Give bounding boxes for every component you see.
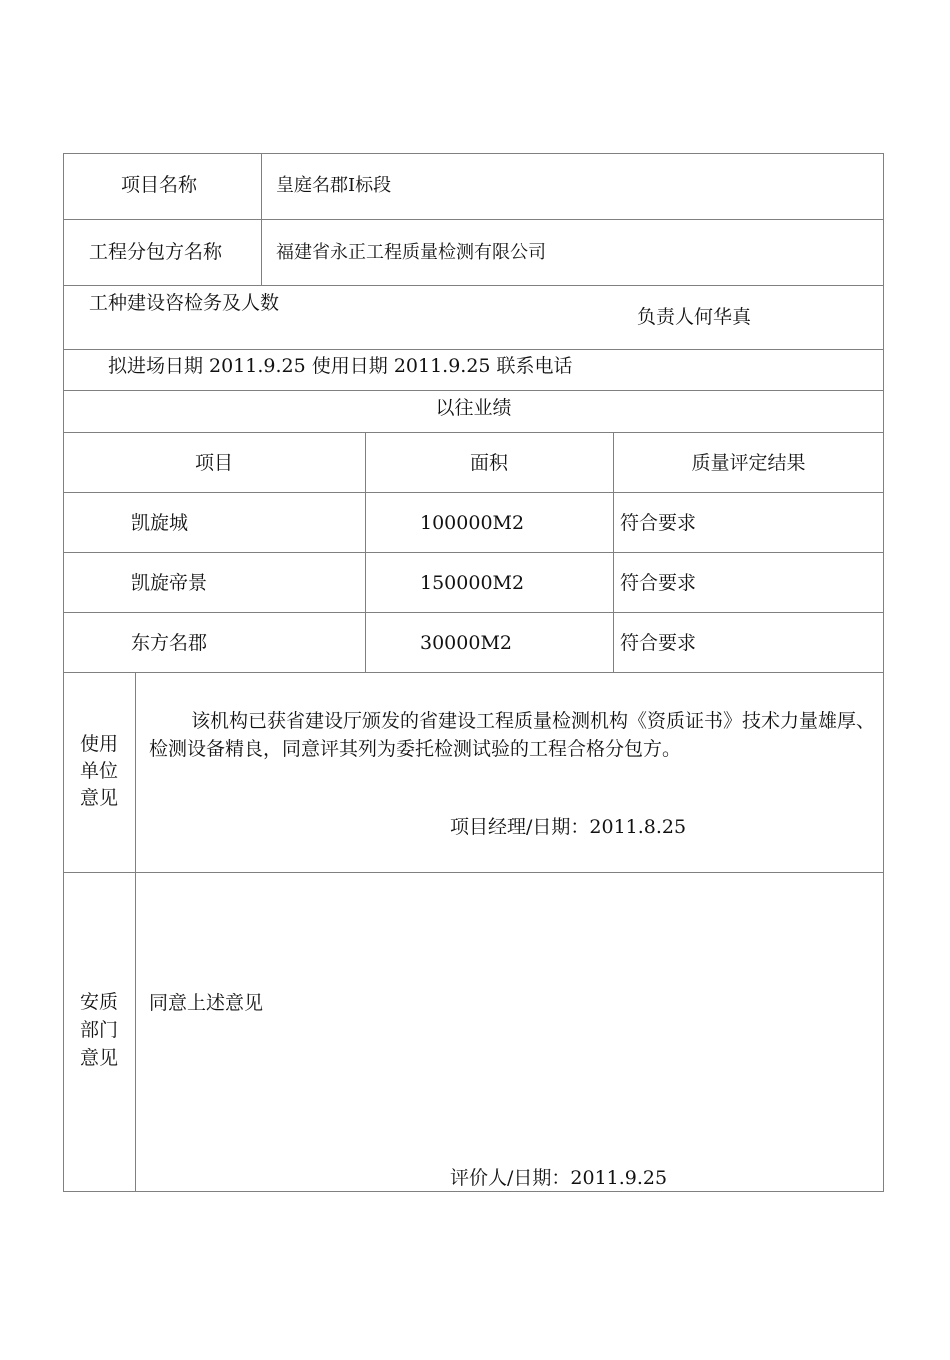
safety-opinion-label-line-2: 部门 [79,1019,118,1041]
user-opinion-label-line-1: 使用 [79,733,118,755]
row-3-area: 30000M2 [420,632,512,654]
user-opinion-text: 该机构已获省建设厅颁发的省建设工程质量检测机构《资质证书》技术力量雄厚、检测设备精良，同意评其列为委托检测试验的工程合格分包方。 [149,710,876,760]
row-2-project: 凯旋帝景 [131,572,208,594]
safety-opinion-label-line-1: 安质 [79,991,118,1013]
row-3-result: 符合要求 [620,632,697,654]
subcontractor-label: 工程分包方名称 [89,241,223,263]
safety-opinion-signature: 评价人/日期：2011.9.25 [450,1167,668,1189]
header-project: 项目 [194,452,233,474]
row-1-project: 凯旋城 [131,512,189,534]
row-divider [63,672,884,673]
row-divider [63,492,884,493]
dates-and-phone: 拟进场日期 2011.9.25 使用日期 2011.9.25 联系电话 [108,355,573,377]
row-2-result: 符合要求 [620,572,697,594]
project-name-value: 皇庭名郡Ⅰ标段 [276,175,392,196]
row-divider [63,432,884,433]
row-3-project: 东方名郡 [131,632,208,654]
row-1-area: 100000M2 [420,512,525,534]
subcontractor-value: 福建省永正工程质量检测有限公司 [276,242,546,263]
column-divider [261,153,262,285]
row-2-area: 150000M2 [420,572,525,594]
trade-label: 工种建设咨检务及人数 [89,292,280,314]
row-1-result: 符合要求 [620,512,697,534]
row-divider [63,872,884,873]
past-performance-title: 以往业绩 [435,397,512,419]
safety-opinion-label-line-3: 意见 [79,1047,118,1069]
row-divider [63,349,884,350]
row-divider [63,285,884,286]
person-in-charge: 负责人何华真 [637,306,752,328]
user-opinion-label-line-2: 单位 [79,760,118,782]
column-divider [135,672,136,1192]
row-divider [63,390,884,391]
safety-opinion-text: 同意上述意见 [149,992,264,1014]
row-divider [63,219,884,220]
row-divider [63,552,884,553]
project-name-label: 项目名称 [121,174,198,196]
row-divider [63,612,884,613]
header-quality-result: 质量评定结果 [691,452,806,474]
subcontractor-evaluation-form [63,153,884,1192]
user-opinion-signature: 项目经理/日期：2011.8.25 [450,816,687,838]
header-area: 面积 [469,452,508,474]
user-opinion-label-line-3: 意见 [79,787,118,809]
